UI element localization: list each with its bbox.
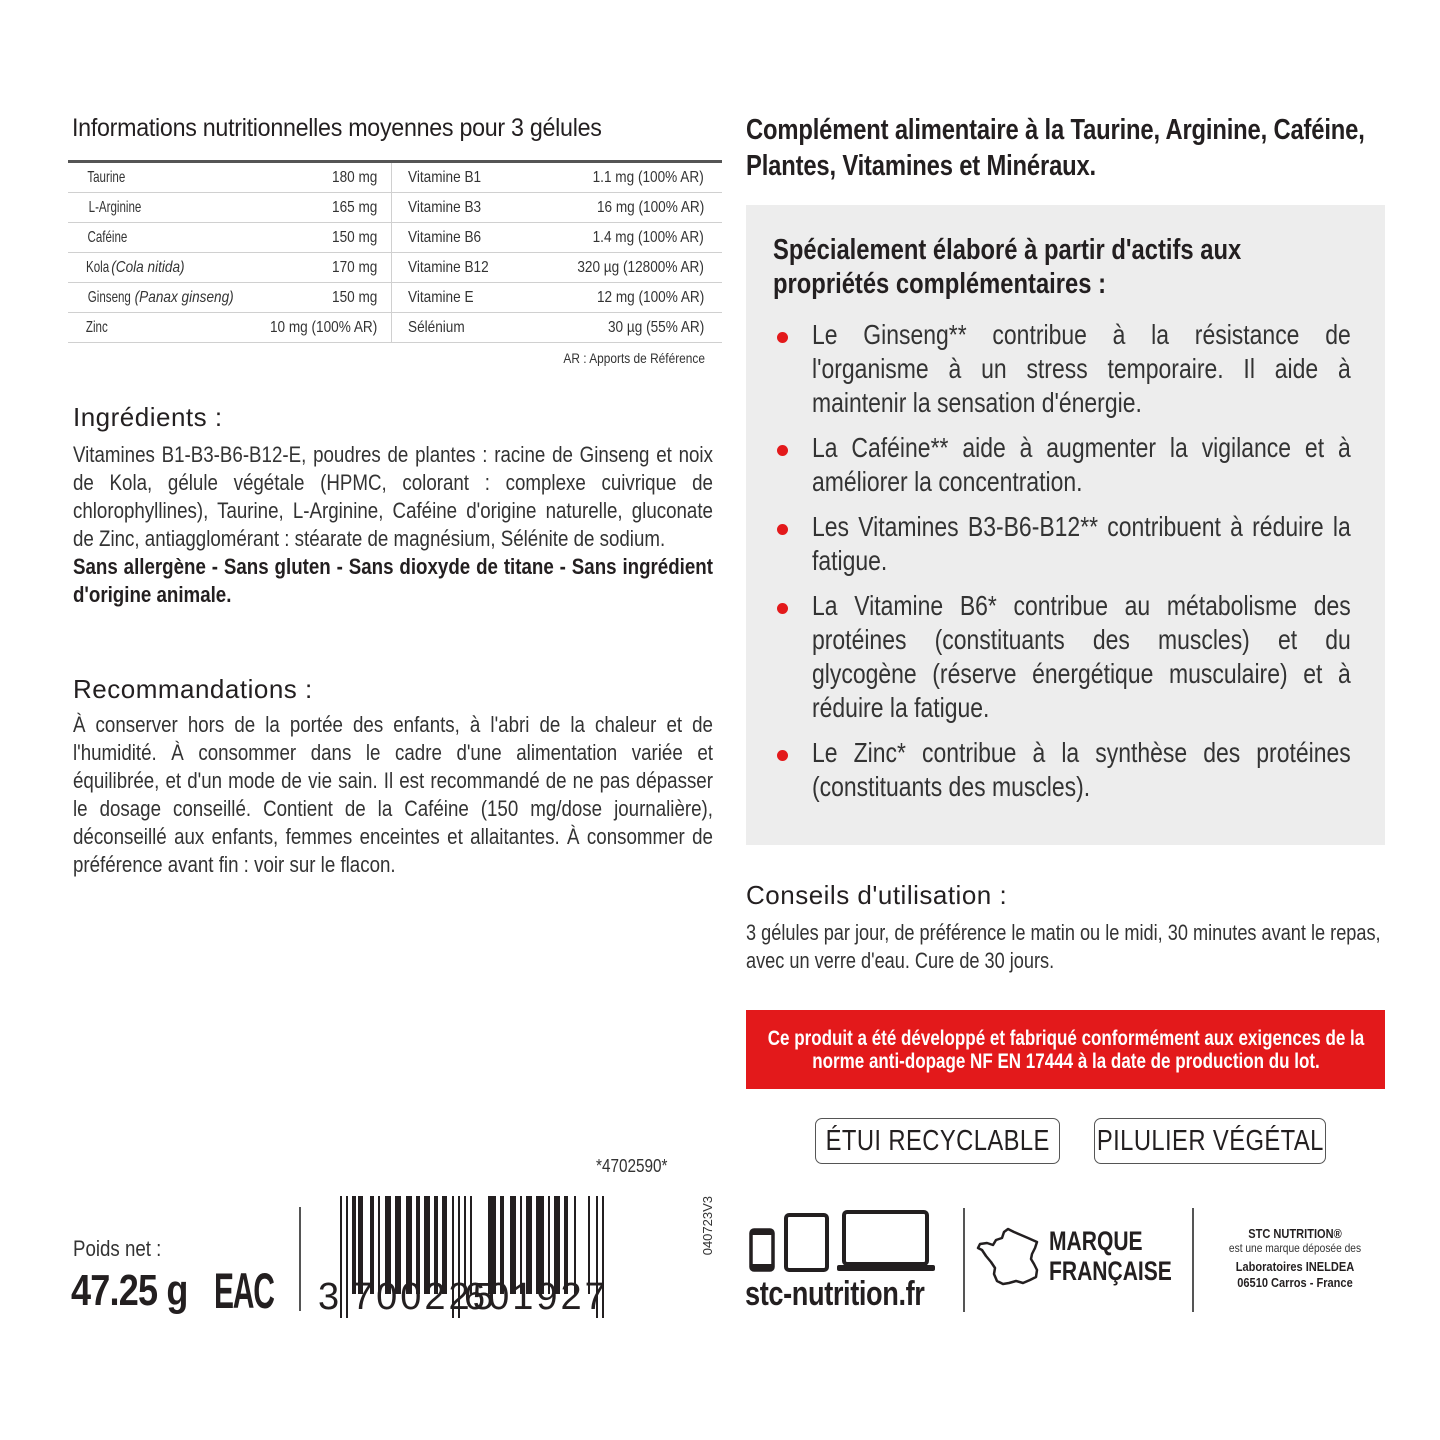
ingredients-heading: Ingrédients : [73, 402, 223, 432]
nutrient-name: L-Arginine [88, 198, 142, 216]
nutrient-value: 1.1 mg (100% AR) [592, 168, 704, 186]
nutrient-name: Vitamine B1 [408, 168, 482, 186]
bullet-icon [777, 332, 788, 343]
nutrition-title: Informations nutritionnelles moyennes pour 3 gélules [72, 114, 602, 142]
nutrient-name: Vitamine E [408, 288, 474, 306]
nutrient-value: 10 mg (100% AR) [269, 318, 377, 336]
nutrient-name: Caféine [87, 228, 128, 246]
table-row [68, 253, 722, 283]
table-row [68, 283, 722, 313]
antidoping-text: Ce produit a été développé et fabriqué conformément aux exigences de la norme anti-dopage NF EN 17444 à la date de production du lot. [767, 1026, 1364, 1073]
website-link[interactable]: stc-nutrition.fr [745, 1275, 925, 1313]
antidoping-banner [746, 1010, 1385, 1089]
nutrient-value: 170 mg [331, 258, 377, 276]
eac-mark-icon: EAC [214, 1263, 274, 1319]
brand-name: STC NUTRITION® [1248, 1226, 1342, 1241]
company-address: 06510 Carros - France [1237, 1275, 1353, 1290]
nutrient-value: 150 mg [331, 228, 377, 246]
nutrient-value: 150 mg [331, 288, 377, 306]
benefits-title: Spécialement élaboré à partir d'actifs aux propriétés complémentaires : [773, 234, 1242, 300]
recyclable-box-badge: ÉTUI RECYCLABLE [815, 1118, 1060, 1164]
list-item: La Vitamine B6* contribue au métabolisme des protéines (constituants des muscles) et du glycogène (réserve énergétique musculaire) et à réduire la fatigue. [773, 589, 1349, 725]
net-weight-label: Poids net : [73, 1236, 162, 1261]
list-item: La Caféine** aide à augmenter la vigilance et à améliorer la concentration. [773, 431, 1349, 499]
nutrient-name: Vitamine B6 [408, 228, 482, 246]
nutrient-value: 12 mg (100% AR) [596, 288, 704, 306]
french-brand-label: MARQUE FRANÇAISE [1049, 1226, 1172, 1286]
nutrient-value: 30 µg (55% AR) [607, 318, 704, 336]
nutrient-name: Ginseng(Panax ginseng) [87, 288, 234, 306]
nutrient-value: 165 mg [331, 198, 377, 216]
nutrient-value: 180 mg [331, 168, 377, 186]
net-weight-value: 47.25 g [71, 1266, 188, 1315]
bullet-icon [777, 750, 788, 761]
bullet-icon [777, 524, 788, 535]
barcode-group-1: 700225 [352, 1276, 497, 1318]
nutrient-name: Taurine [87, 168, 126, 186]
benefits-list [773, 318, 1349, 815]
ingredients-text [73, 441, 713, 609]
nutrient-value: 1.4 mg (100% AR) [592, 228, 704, 246]
barcode-first-digit: 3 [318, 1276, 340, 1318]
barcode [318, 1196, 695, 1318]
list-item: Le Zinc* contribue à la synthèse des protéines (constituants des muscles). [773, 736, 1349, 804]
table-row [68, 163, 722, 193]
recommendations-text: À conserver hors de la portée des enfants, à l'abri de la chaleur et de l'humidité. À consommer dans le cadre d'une alimentation variée et équilibrée, et d'un mode de vie sain. Il est recommandé de ne pas dépasser le dosage conseillé. Contient de la Caféine (150 mg/dose journalière), déconseillé aux enfants, femmes enceintes et allaitantes. À consommer de préférence avant fin : voir sur le flacon. [73, 712, 713, 877]
barcode-top-code: *4702590* [596, 1156, 668, 1176]
divider [963, 1208, 965, 1312]
table-row [68, 223, 722, 253]
nutrition-table [68, 160, 722, 343]
bullet-icon [777, 445, 788, 456]
devices-icon [748, 1210, 938, 1272]
list-item: Les Vitamines B3-B6-B12** contribuent à réduire la fatigue. [773, 510, 1349, 578]
free-from-claims: Sans allergène - Sans gluten - Sans dioxyde de titane - Sans ingrédient d'origine animale. [73, 554, 713, 607]
nutrient-name: Vitamine B3 [408, 198, 482, 216]
company-name: Laboratoires INELDEA [1235, 1259, 1355, 1274]
nutrient-value: 320 µg (12800% AR) [577, 258, 704, 276]
nutrient-name: Vitamine B12 [408, 258, 489, 276]
usage-heading: Conseils d'utilisation : [746, 880, 1008, 910]
ingredients-list: Vitamines B1-B3-B6-B12-E, poudres de plantes : racine de Ginseng et noix de Kola, gélule végétale (HPMC, colorant : complexe cuivrique de chlorophyllines), Taurine, L-Arginine, Caféine d'origine naturelle, gluconate de Zinc, antiagglomérant : stéarate de magnésium, Sélénite de sodium. [73, 442, 713, 551]
table-row [68, 193, 722, 223]
ar-footnote: AR : Apports de Référence [563, 350, 705, 366]
latin-name: (Panax ginseng) [134, 288, 234, 306]
divider [299, 1207, 301, 1311]
table-row [68, 313, 722, 343]
nutrient-value: 16 mg (100% AR) [596, 198, 704, 216]
nutrient-name: Zinc [85, 318, 108, 336]
nutrient-name: Sélénium [408, 318, 465, 336]
batch-code: 040723V3 [700, 1196, 715, 1256]
barcode-group-2: 601927 [464, 1276, 609, 1318]
nutrient-name: Kola(Cola nitida) [86, 258, 185, 276]
product-title: Complément alimentaire à la Taurine, Arginine, Caféine, Plantes, Vitamines et Minéraux. [746, 114, 1365, 182]
trademark-note: est une marque déposée des [1228, 1241, 1362, 1255]
divider [1192, 1208, 1194, 1312]
list-item: Le Ginseng** contribue à la résistance de l'organisme à un stress temporaire. Il aide à maintenir la sensation d'énergie. [773, 318, 1349, 420]
plant-based-pillbox-badge: PILULIER VÉGÉTAL [1094, 1118, 1326, 1164]
recommendations-heading: Recommandations : [73, 674, 313, 704]
latin-name: (Cola nitida) [111, 258, 185, 276]
usage-text: 3 gélules par jour, de préférence le matin ou le midi, 30 minutes avant le repas, avec un verre d'eau. Cure de 30 jours. [746, 920, 1381, 973]
bullet-icon [777, 603, 788, 614]
france-map-icon [976, 1226, 1042, 1288]
legal-info [1210, 1226, 1380, 1291]
